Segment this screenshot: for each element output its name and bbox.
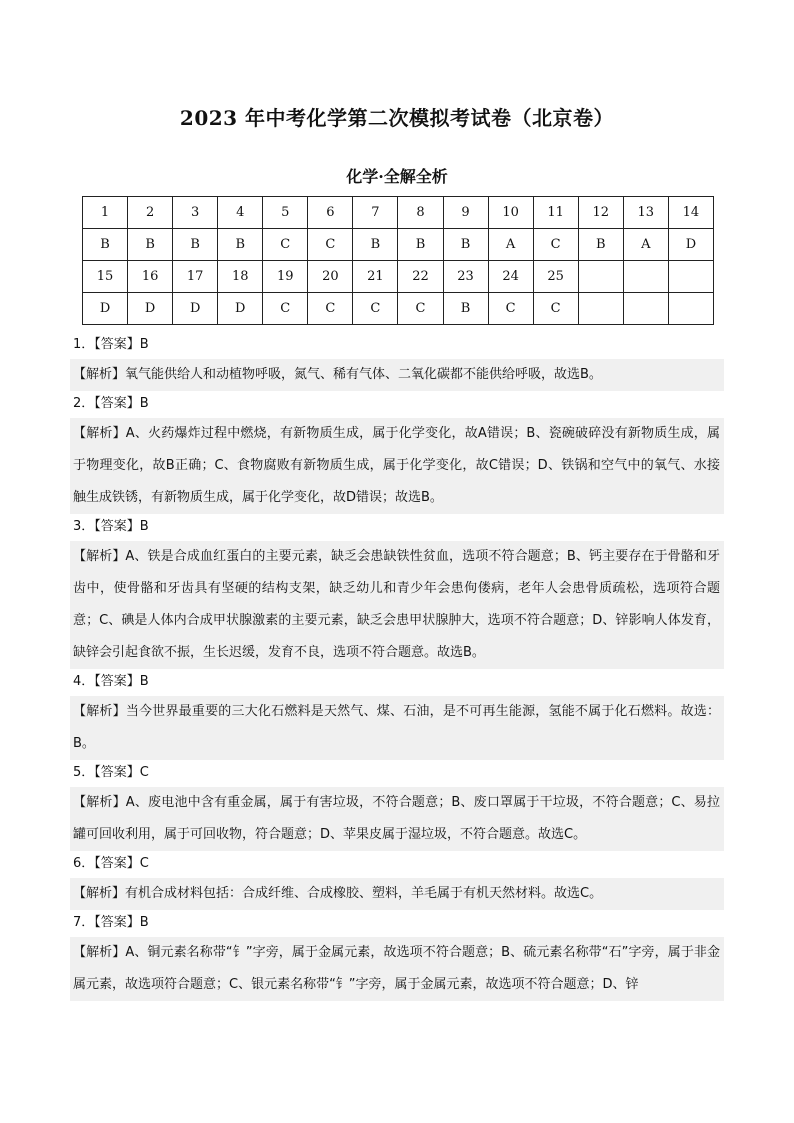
answer-cell: C [533, 229, 578, 261]
answer-cell: D [83, 293, 128, 325]
analysis-text: 【解析】有机合成材料包括：合成纤维、合成橡胶、塑料，羊毛属于有机天然材料。故选C。 [70, 878, 724, 910]
question-item [70, 332, 724, 391]
answer-line: 4．【答案】B [73, 674, 149, 689]
answer-cell: C [398, 293, 443, 325]
answer-table-row [83, 229, 714, 261]
answer-line: 6．【答案】C [73, 856, 149, 871]
answer-cell: D [173, 293, 218, 325]
answer-cell: B [128, 229, 173, 261]
question-number-cell: 25 [533, 261, 578, 293]
answer-cell: C [263, 293, 308, 325]
answer-cell [578, 293, 623, 325]
question-number-cell: 1 [83, 197, 128, 229]
answer-cell: C [353, 293, 398, 325]
question-number-cell: 22 [398, 261, 443, 293]
answer-cell: B [443, 293, 488, 325]
answer-line: 7．【答案】B [73, 915, 149, 930]
question-number-cell: 24 [488, 261, 533, 293]
question-number-cell: 13 [623, 197, 668, 229]
question-number-cell: 23 [443, 261, 488, 293]
analysis-section [70, 332, 724, 1001]
question-number-cell: 4 [218, 197, 263, 229]
analysis-text: 【解析】A、铁是合成血红蛋白的主要元素，缺乏会患缺铁性贫血，选项不符合题意；B、钙主要存在于骨骼和牙齿中，使骨骼和牙齿具有坚硬的结构支架，缺乏幼儿和青少年会患佝偻病，老年人会患骨质疏松，选项符合题意；C、碘是人体内合成甲状腺激素的主要元素，缺乏会患甲状腺肿大，选项不符合题意；D、锌影响人体发育，缺锌会引起食欲不振，生长迟缓，发育不良，选项不符合题意。故选B。 [70, 541, 724, 669]
answer-cell: B [173, 229, 218, 261]
question-item [70, 391, 724, 514]
answer-table-row [83, 197, 714, 229]
question-number-cell: 6 [308, 197, 353, 229]
answer-cell [668, 293, 713, 325]
analysis-text: 【解析】氧气能供给人和动植物呼吸，氮气、稀有气体、二氧化碳都不能供给呼吸，故选B。 [70, 359, 724, 391]
page-title: 2023 年中考化学第二次模拟考试卷（北京卷） [179, 106, 615, 130]
answer-cell: B [443, 229, 488, 261]
question-number-cell: 14 [668, 197, 713, 229]
analysis-text: 【解析】A、铜元素名称带“钅”字旁，属于金属元素，故选项不符合题意；B、硫元素名称带“石”字旁，属于非金属元素，故选项符合题意；C、银元素名称带“钅”字旁，属于金属元素，故选项不符合题意；D、锌 [70, 937, 724, 1001]
question-number-cell: 11 [533, 197, 578, 229]
question-number-cell: 16 [128, 261, 173, 293]
answer-cell: B [398, 229, 443, 261]
question-number-cell: 7 [353, 197, 398, 229]
answer-line: 1．【答案】B [73, 337, 149, 352]
question-number-cell: 18 [218, 261, 263, 293]
question-number-cell: 8 [398, 197, 443, 229]
answer-line: 2．【答案】B [73, 396, 149, 411]
question-item [70, 760, 724, 851]
answer-cell: C [488, 293, 533, 325]
answer-cell: A [623, 229, 668, 261]
answer-table [82, 196, 714, 325]
question-number-cell: 9 [443, 197, 488, 229]
answer-table-row [83, 293, 714, 325]
question-number-cell: 3 [173, 197, 218, 229]
answer-cell: C [308, 293, 353, 325]
question-item [70, 669, 724, 760]
answer-cell: B [353, 229, 398, 261]
question-number-cell: 12 [578, 197, 623, 229]
answer-cell [623, 293, 668, 325]
question-number-cell: 2 [128, 197, 173, 229]
answer-cell: B [83, 229, 128, 261]
question-number-cell: 19 [263, 261, 308, 293]
question-number-cell [623, 261, 668, 293]
question-number-cell: 10 [488, 197, 533, 229]
question-number-cell [668, 261, 713, 293]
answer-line: 3．【答案】B [73, 519, 149, 534]
answer-cell: B [218, 229, 263, 261]
answer-cell: D [668, 229, 713, 261]
answer-table-row [83, 261, 714, 293]
answer-line: 5．【答案】C [73, 765, 149, 780]
answer-cell: A [488, 229, 533, 261]
question-item [70, 514, 724, 669]
answer-cell: B [578, 229, 623, 261]
answer-cell: C [263, 229, 308, 261]
question-number-cell: 20 [308, 261, 353, 293]
analysis-text: 【解析】当今世界最重要的三大化石燃料是天然气、煤、石油，是不可再生能源，氢能不属于化石燃料。故选：B。 [70, 696, 724, 760]
analysis-text: 【解析】A、废电池中含有重金属，属于有害垃圾，不符合题意；B、废口罩属于干垃圾，不符合题意；C、易拉罐可回收利用，属于可回收物，符合题意；D、苹果皮属于湿垃圾，不符合题意。故选C。 [70, 787, 724, 851]
question-item [70, 910, 724, 1001]
question-number-cell: 21 [353, 261, 398, 293]
page-subtitle: 化学·全解全析 [346, 167, 448, 186]
answer-cell: D [128, 293, 173, 325]
answer-cell: D [218, 293, 263, 325]
analysis-text: 【解析】A、火药爆炸过程中燃烧，有新物质生成，属于化学变化，故A错误；B、瓷碗破碎没有新物质生成，属于物理变化，故B正确；C、食物腐败有新物质生成，属于化学变化，故C错误；D、铁锅和空气中的氧气、水接触生成铁锈，有新物质生成，属于化学变化，故D错误；故选B。 [70, 418, 724, 514]
question-number-cell: 15 [83, 261, 128, 293]
question-number-cell: 17 [173, 261, 218, 293]
question-number-cell [578, 261, 623, 293]
question-number-cell: 5 [263, 197, 308, 229]
question-item [70, 851, 724, 910]
answer-cell: C [308, 229, 353, 261]
answer-cell: C [533, 293, 578, 325]
